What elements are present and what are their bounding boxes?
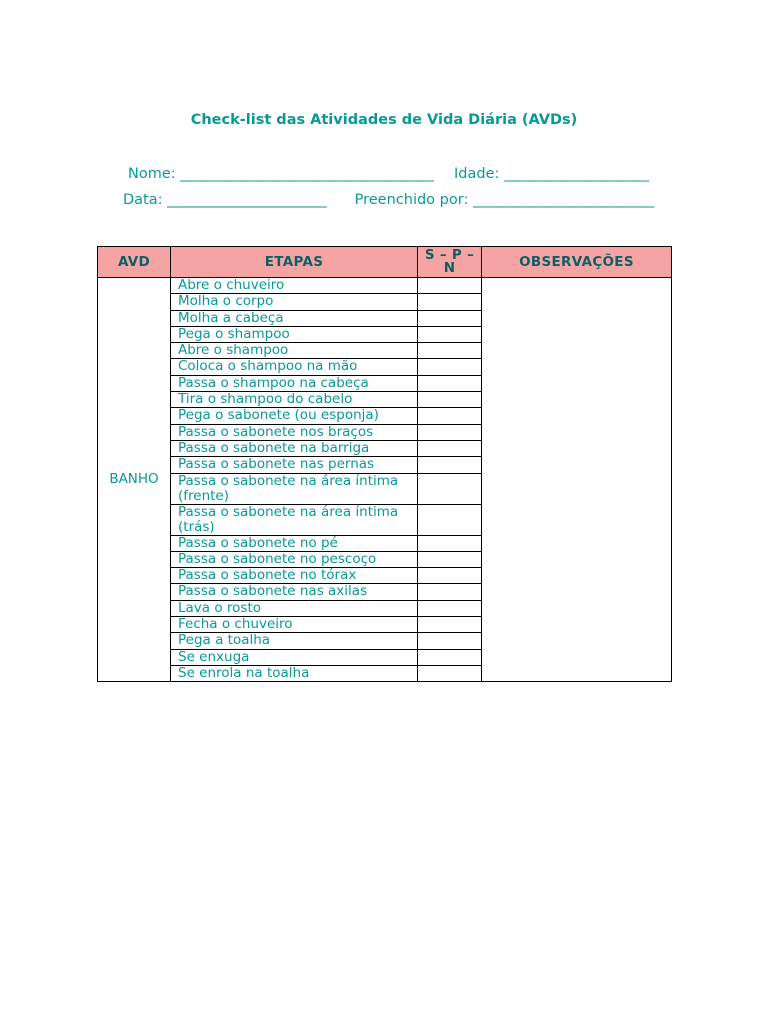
spn-cell[interactable] — [418, 457, 482, 473]
spn-cell[interactable] — [418, 633, 482, 649]
step-cell: Passa o sabonete nos braços — [171, 424, 418, 440]
step-cell: Abre o shampoo — [171, 343, 418, 359]
spn-cell[interactable] — [418, 617, 482, 633]
step-cell: Passa o sabonete no pé — [171, 535, 418, 551]
step-cell: Passa o sabonete no pescoço — [171, 551, 418, 567]
nome-idade-line — [128, 166, 649, 182]
header-observacoes: OBSERVAÇÕES — [482, 247, 672, 278]
spn-cell[interactable] — [418, 665, 482, 681]
spn-cell[interactable] — [418, 326, 482, 342]
idade-field[interactable]: Idade: ____________________ — [454, 166, 650, 182]
spn-cell[interactable] — [418, 473, 482, 504]
spn-cell[interactable] — [418, 424, 482, 440]
step-cell: Molha a cabeça — [171, 310, 418, 326]
table-body — [98, 278, 672, 682]
step-cell: Passa o sabonete na área íntima (frente) — [171, 473, 418, 504]
spn-cell[interactable] — [418, 440, 482, 456]
header-avd: AVD — [98, 247, 171, 278]
avd-checklist-table — [97, 246, 672, 682]
step-cell: Passa o sabonete no tórax — [171, 568, 418, 584]
spn-cell[interactable] — [418, 600, 482, 616]
header-spn: S – P – N — [418, 247, 482, 278]
nome-field[interactable]: Nome: ___________________________________ — [128, 166, 435, 182]
step-cell: Coloca o shampoo na mão — [171, 359, 418, 375]
spn-cell[interactable] — [418, 310, 482, 326]
spn-cell[interactable] — [418, 278, 482, 294]
page-title: Check-list das Atividades de Vida Diária (AVDs) — [190, 112, 578, 128]
step-cell: Passa o sabonete nas axilas — [171, 584, 418, 600]
step-cell: Se enxuga — [171, 649, 418, 665]
step-cell: Pega o shampoo — [171, 326, 418, 342]
step-cell: Fecha o chuveiro — [171, 617, 418, 633]
spn-cell[interactable] — [418, 392, 482, 408]
spn-cell[interactable] — [418, 504, 482, 535]
step-cell: Pega o sabonete (ou esponja) — [171, 408, 418, 424]
step-cell: Passa o sabonete nas pernas — [171, 457, 418, 473]
step-cell: Abre o chuveiro — [171, 278, 418, 294]
data-field[interactable]: Data: ______________________ — [123, 192, 327, 208]
spn-cell[interactable] — [418, 375, 482, 391]
spn-cell[interactable] — [418, 649, 482, 665]
step-cell: Passa o shampoo na cabeça — [171, 375, 418, 391]
preenchido-field[interactable]: Preenchido por: _________________________ — [354, 192, 655, 208]
spn-cell[interactable] — [418, 535, 482, 551]
step-cell: Lava o rosto — [171, 600, 418, 616]
spn-cell[interactable] — [418, 551, 482, 567]
table-header-row — [98, 247, 672, 278]
step-cell: Passa o sabonete na barriga — [171, 440, 418, 456]
spn-cell[interactable] — [418, 343, 482, 359]
step-cell: Pega a toalha — [171, 633, 418, 649]
table-row — [98, 278, 672, 294]
avd-category-cell: BANHO — [98, 278, 171, 682]
spn-cell[interactable] — [418, 359, 482, 375]
spn-cell[interactable] — [418, 568, 482, 584]
spn-cell[interactable] — [418, 584, 482, 600]
data-preenchido-line — [123, 192, 654, 208]
spn-cell[interactable] — [418, 408, 482, 424]
spn-cell[interactable] — [418, 294, 482, 310]
observacoes-cell[interactable] — [482, 278, 672, 682]
step-cell: Se enrola na toalha — [171, 665, 418, 681]
step-cell: Passa o sabonete na área íntima (trás) — [171, 504, 418, 535]
header-etapas: ETAPAS — [171, 247, 418, 278]
step-cell: Molha o corpo — [171, 294, 418, 310]
step-cell: Tira o shampoo do cabelo — [171, 392, 418, 408]
